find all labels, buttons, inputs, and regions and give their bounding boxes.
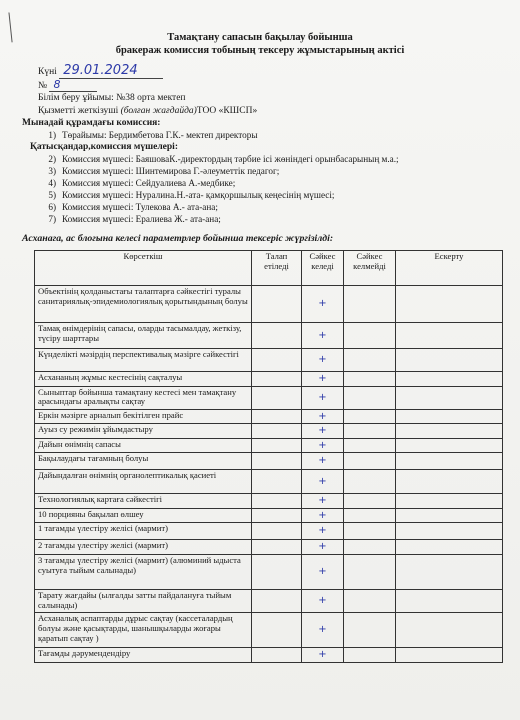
check-mark: + bbox=[302, 523, 344, 540]
row-noncompliant bbox=[344, 438, 396, 453]
row-required bbox=[252, 323, 302, 349]
table-row bbox=[35, 470, 503, 494]
row-required bbox=[252, 409, 302, 424]
check-mark: + bbox=[302, 613, 344, 648]
header-required: Талап етіледі bbox=[252, 251, 302, 286]
inspection-table bbox=[34, 250, 503, 663]
member-number: 6) bbox=[48, 202, 56, 212]
member-text: Комиссия мүшесі: Тулекова А.- ата-ана; bbox=[62, 202, 218, 212]
member-item bbox=[40, 166, 279, 176]
row-required bbox=[252, 590, 302, 613]
row-indicator: Тағамды дәрумендендіру bbox=[35, 648, 252, 663]
check-mark: + bbox=[302, 555, 344, 590]
document-title-line1: Тамақтану сапасын бақылау бойынша bbox=[167, 32, 353, 43]
row-note bbox=[396, 286, 503, 323]
check-mark: + bbox=[302, 590, 344, 613]
row-noncompliant bbox=[344, 555, 396, 590]
member-text: Комиссия мүшесі: Ералиева Ж.- ата-ана; bbox=[62, 214, 221, 224]
number-label: № bbox=[38, 81, 48, 91]
check-mark: + bbox=[302, 453, 344, 470]
row-required bbox=[252, 438, 302, 453]
check-mark: + bbox=[302, 286, 344, 323]
supplier-value: ТОО «КШСП» bbox=[196, 106, 258, 116]
check-mark: + bbox=[302, 540, 344, 555]
row-indicator: Ауыз су режимін ұйымдастыру bbox=[35, 424, 252, 439]
row-note bbox=[396, 372, 503, 387]
commission-heading: Мынадай құрамдағы комиссия: bbox=[22, 118, 161, 128]
table-row bbox=[35, 555, 503, 590]
member-number: 4) bbox=[48, 178, 56, 188]
check-mark: + bbox=[302, 494, 344, 509]
row-indicator: Тарату жағдайы (ылғалды затты пайдалануға тыйым салынады) bbox=[35, 590, 252, 613]
row-required bbox=[252, 648, 302, 663]
row-note bbox=[396, 409, 503, 424]
row-noncompliant bbox=[344, 470, 396, 494]
row-noncompliant bbox=[344, 286, 396, 323]
row-noncompliant bbox=[344, 523, 396, 540]
header-indicator: Көрсеткіш bbox=[35, 251, 252, 286]
row-noncompliant bbox=[344, 409, 396, 424]
check-mark: + bbox=[302, 438, 344, 453]
row-noncompliant bbox=[344, 424, 396, 439]
table-row bbox=[35, 424, 503, 439]
member-item bbox=[40, 202, 218, 212]
table-row bbox=[35, 438, 503, 453]
row-indicator: Асхананың жұмыс кестесінің сақталуы bbox=[35, 372, 252, 387]
row-note bbox=[396, 540, 503, 555]
row-required bbox=[252, 613, 302, 648]
row-required bbox=[252, 349, 302, 372]
table-row bbox=[35, 523, 503, 540]
table-row bbox=[35, 286, 503, 323]
row-required bbox=[252, 453, 302, 470]
row-note bbox=[396, 590, 503, 613]
row-noncompliant bbox=[344, 540, 396, 555]
row-note bbox=[396, 613, 503, 648]
table-row bbox=[35, 386, 503, 409]
row-required bbox=[252, 540, 302, 555]
row-note bbox=[396, 470, 503, 494]
date-label: Күні bbox=[38, 67, 57, 77]
table-row bbox=[35, 409, 503, 424]
check-mark: + bbox=[302, 409, 344, 424]
row-noncompliant bbox=[344, 590, 396, 613]
row-indicator: Еркін мәзірге арналып бекітілген прайс bbox=[35, 409, 252, 424]
row-indicator: Асханалық аспаптарды дұрыс сақтау (кассеталардың болуы және қасықтарды, шанышқыларды жоғары қаратып сақтау ) bbox=[35, 613, 252, 648]
table-header-row bbox=[35, 251, 503, 286]
row-note bbox=[396, 386, 503, 409]
commission-chair bbox=[40, 130, 258, 140]
row-required bbox=[252, 470, 302, 494]
row-note bbox=[396, 323, 503, 349]
check-mark: + bbox=[302, 508, 344, 523]
row-required bbox=[252, 555, 302, 590]
header-noncompliant: Сәйкес келмейді bbox=[344, 251, 396, 286]
member-item bbox=[40, 154, 399, 164]
table-row bbox=[35, 372, 503, 387]
row-note bbox=[396, 508, 503, 523]
table-row bbox=[35, 323, 503, 349]
member-number: 5) bbox=[48, 190, 56, 200]
member-number: 2) bbox=[48, 154, 56, 164]
check-mark: + bbox=[302, 386, 344, 409]
row-indicator: 10 порцияны бақылап өлшеу bbox=[35, 508, 252, 523]
row-indicator: Сыныптар бойынша тамақтану кестесі мен тамақтану арасындағы аралықты сақтау bbox=[35, 386, 252, 409]
check-mark: + bbox=[302, 349, 344, 372]
row-note bbox=[396, 424, 503, 439]
row-note bbox=[396, 494, 503, 509]
row-noncompliant bbox=[344, 386, 396, 409]
row-indicator: 3 тағамды үлестіру желісі (мармит) (алюминий ыдыста суытуға тыйым салынады) bbox=[35, 555, 252, 590]
chair-number: 1) bbox=[48, 130, 56, 140]
row-indicator: 1 тағамды үлестіру желісі (мармит) bbox=[35, 523, 252, 540]
row-note bbox=[396, 453, 503, 470]
row-noncompliant bbox=[344, 323, 396, 349]
table-row bbox=[35, 540, 503, 555]
member-number: 7) bbox=[48, 214, 56, 224]
check-mark: + bbox=[302, 648, 344, 663]
row-required bbox=[252, 424, 302, 439]
row-indicator: Дайын өнімнің сапасы bbox=[35, 438, 252, 453]
row-indicator: Бақылаудағы тағамның болуы bbox=[35, 453, 252, 470]
row-indicator: Объектінің қолданыстағы талаптарға сәйкестігі туралы санитариялық-эпидемиологиялық қорытындының болуы bbox=[35, 286, 252, 323]
header-compliant: Сәйкес келеді bbox=[302, 251, 344, 286]
date-field bbox=[59, 63, 163, 79]
member-text: Комиссия мүшесі: Сейдуалиева А.-медбике; bbox=[62, 178, 236, 188]
row-note bbox=[396, 523, 503, 540]
supplier-label: Қызметті жеткізуші bbox=[38, 106, 119, 116]
table-row bbox=[35, 349, 503, 372]
member-item bbox=[40, 178, 235, 188]
member-item bbox=[40, 190, 334, 200]
supplier-line bbox=[38, 106, 257, 116]
member-text: Комиссия мүшесі: Шинтемирова Г.-әлеуметтік педагог; bbox=[62, 166, 280, 176]
row-required bbox=[252, 523, 302, 540]
member-text: Комиссия мүшесі: БаяшоваК.-директордың тәрбие ісі жөніндегі орынбасарының м.а.; bbox=[62, 154, 399, 164]
supplier-note: (болған жағдайда) bbox=[120, 106, 197, 116]
row-indicator: Технологиялық картаға сәйкестігі bbox=[35, 494, 252, 509]
table-row bbox=[35, 613, 503, 648]
row-noncompliant bbox=[344, 453, 396, 470]
section-heading: Асханага, ас блогына келесі параметрлер бойынша тексеріс жүргізілді: bbox=[22, 233, 334, 244]
member-item bbox=[40, 214, 221, 224]
row-indicator: Тамақ өнімдерінің сапасы, оларды тасымалдау, жеткізу, түсіру шарттары bbox=[35, 323, 252, 349]
row-noncompliant bbox=[344, 613, 396, 648]
table-row bbox=[35, 508, 503, 523]
row-note bbox=[396, 648, 503, 663]
row-note bbox=[396, 438, 503, 453]
row-indicator: Күнделікті мәзірдің перспективалық мәзірге сәйкестігі bbox=[35, 349, 252, 372]
table-row bbox=[35, 453, 503, 470]
row-required bbox=[252, 508, 302, 523]
table-row bbox=[35, 494, 503, 509]
check-mark: + bbox=[302, 424, 344, 439]
row-indicator: 2 тағамды үлестіру желісі (мармит) bbox=[35, 540, 252, 555]
chair-text: Төрайымы: Бердимбетова Г.К.- мектеп директоры bbox=[62, 130, 258, 140]
organization-line: Білім беру ұйымы: №38 орта мектеп bbox=[38, 93, 186, 103]
row-required bbox=[252, 372, 302, 387]
row-noncompliant bbox=[344, 494, 396, 509]
member-text: Комиссия мүшесі: Нуралина.Н.-ата- қамқоршылық кеңесінің мүшесі; bbox=[62, 190, 335, 200]
row-required bbox=[252, 386, 302, 409]
row-noncompliant bbox=[344, 372, 396, 387]
row-required bbox=[252, 286, 302, 323]
members-heading: Қатысқандар,комиссия мүшелері: bbox=[30, 142, 178, 152]
number-row bbox=[38, 78, 97, 92]
row-indicator: Дайындалған өнімнің органолептикалық қасиеті bbox=[35, 470, 252, 494]
check-mark: + bbox=[302, 372, 344, 387]
row-note bbox=[396, 555, 503, 590]
number-field bbox=[49, 78, 97, 92]
header-note: Ескерту bbox=[396, 251, 503, 286]
number-value: 8 bbox=[53, 78, 61, 91]
row-noncompliant bbox=[344, 349, 396, 372]
date-value: 29.01.2024 bbox=[63, 63, 138, 78]
row-noncompliant bbox=[344, 508, 396, 523]
row-noncompliant bbox=[344, 648, 396, 663]
row-required bbox=[252, 494, 302, 509]
document-title-line2: бракераж комиссия тобының тексеру жұмыстарының актісі bbox=[115, 45, 405, 56]
check-mark: + bbox=[302, 323, 344, 349]
table-row bbox=[35, 590, 503, 613]
table-row bbox=[35, 648, 503, 663]
check-mark: + bbox=[302, 470, 344, 494]
row-note bbox=[396, 349, 503, 372]
member-number: 3) bbox=[48, 166, 56, 176]
date-row bbox=[38, 63, 163, 79]
